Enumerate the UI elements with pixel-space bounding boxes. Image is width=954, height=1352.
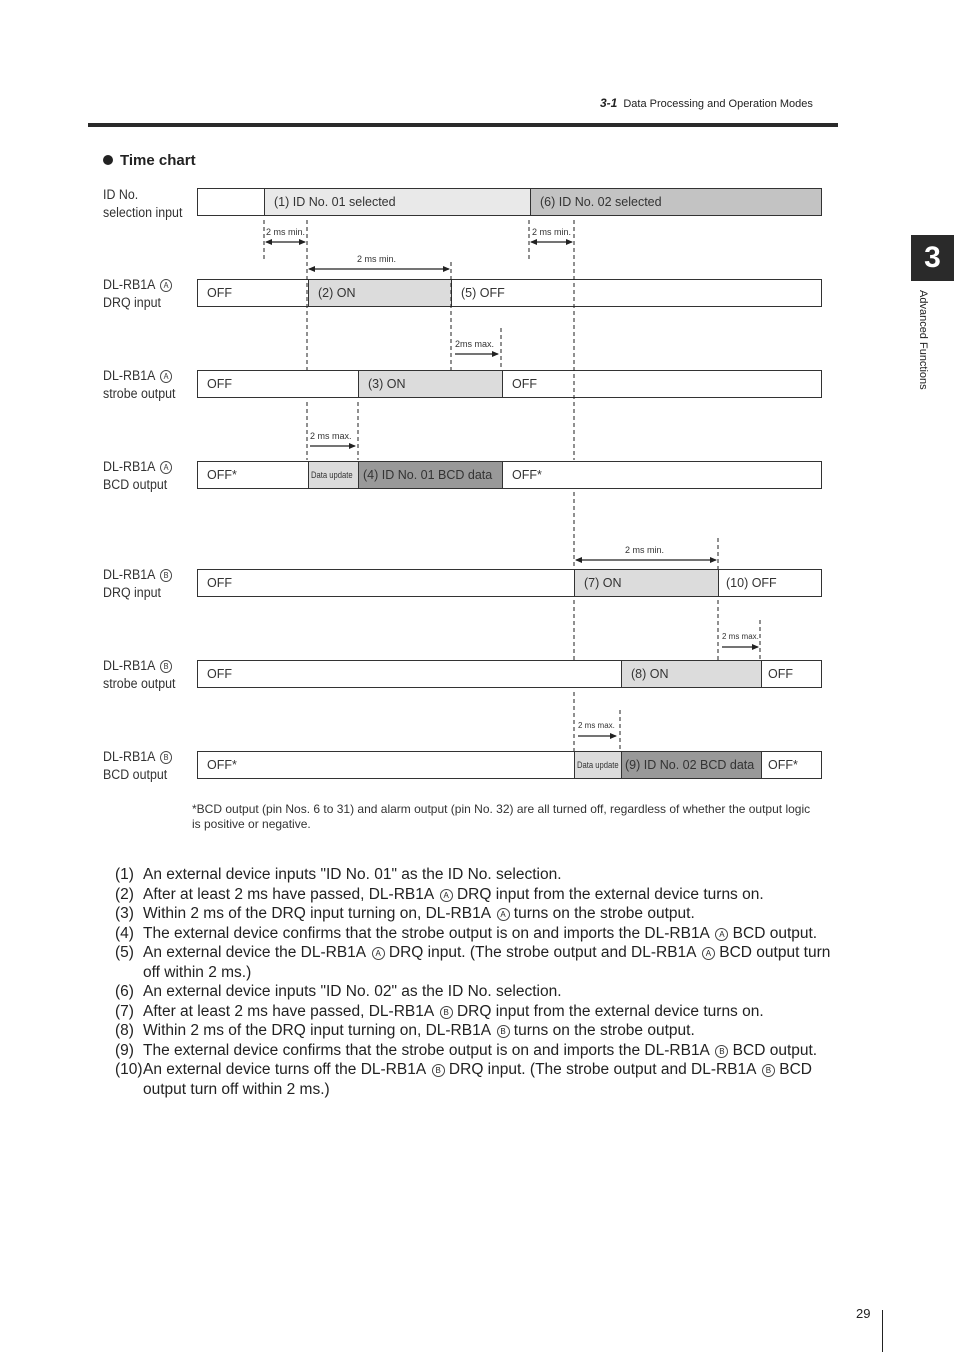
circle-letter-icon: A bbox=[372, 947, 385, 960]
bar-segment: OFF bbox=[207, 286, 232, 300]
step-number: (1) bbox=[115, 866, 134, 883]
bar-segment: (5) OFF bbox=[451, 280, 821, 306]
step-item bbox=[115, 904, 840, 924]
bar-segment: OFF bbox=[207, 576, 232, 590]
section-heading: Time chart bbox=[103, 152, 196, 169]
step-number: (3) bbox=[115, 905, 134, 922]
circle-letter-icon: B bbox=[160, 569, 172, 582]
interval-label: 2 ms min. bbox=[357, 254, 397, 264]
step-text: The external device confirms that the strobe output is on and imports the DL-RB1A B BCD output. bbox=[143, 1041, 818, 1059]
step-number: (9) bbox=[115, 1041, 134, 1059]
circle-letter-icon: A bbox=[160, 370, 172, 383]
circle-letter-icon: A bbox=[440, 889, 453, 902]
step-item bbox=[115, 865, 840, 885]
bar-segment: (7) ON bbox=[574, 570, 718, 596]
interval-label: 2ms max. bbox=[455, 339, 495, 349]
interval-label: 2 ms min. bbox=[625, 545, 665, 555]
step-item bbox=[115, 1060, 840, 1099]
step-text: After at least 2 ms have passed, DL-RB1A A DRQ input from the external device turns on. bbox=[143, 885, 764, 903]
circle-letter-icon: A bbox=[702, 947, 715, 960]
step-number: (4) bbox=[115, 924, 134, 942]
bar-segment: (10) OFF bbox=[718, 570, 821, 596]
chapter-tab: 3 bbox=[911, 235, 954, 281]
bar-segment: (8) ON bbox=[621, 661, 761, 687]
bar-segment: (3) ON bbox=[358, 371, 502, 397]
step-item bbox=[115, 924, 840, 944]
step-number: (10) bbox=[115, 1061, 143, 1078]
signal-label: DL-RB1A A BCD output bbox=[103, 458, 172, 494]
bar-segment: OFF bbox=[502, 371, 821, 397]
interval-label: 2 ms min. bbox=[266, 227, 306, 237]
section-number: 3-1 bbox=[600, 96, 618, 110]
step-number: (2) bbox=[115, 885, 134, 903]
bar-segment: (2) ON bbox=[308, 280, 451, 306]
interval-label: 2 ms max. bbox=[722, 632, 759, 641]
circle-letter-icon: B bbox=[497, 1025, 510, 1038]
signal-label: DL-RB1A A DRQ input bbox=[103, 276, 172, 312]
circle-letter-icon: A bbox=[160, 461, 172, 474]
step-text: Within 2 ms of the DRQ input turning on, DL-RB1A B turns on the strobe output. bbox=[143, 1022, 695, 1039]
step-item bbox=[115, 1021, 840, 1041]
signal-label: ID No. selection input bbox=[103, 187, 183, 220]
step-item bbox=[115, 1041, 840, 1061]
step-text: An external device turns off the DL-RB1A B DRQ input. (The strobe output and DL-RB1A B BCD output turn off within 2 ms.) bbox=[143, 1061, 812, 1098]
interval-label: 2 ms min. bbox=[532, 227, 572, 237]
circle-letter-icon: B bbox=[432, 1064, 445, 1077]
step-list bbox=[115, 865, 840, 1099]
bar-segment: (1) ID No. 01 selected bbox=[264, 189, 530, 215]
circle-letter-icon: B bbox=[440, 1006, 453, 1019]
circle-letter-icon: A bbox=[715, 928, 728, 941]
step-number: (7) bbox=[115, 1002, 134, 1020]
step-item bbox=[115, 982, 840, 1002]
signal-label: DL-RB1A B DRQ input bbox=[103, 566, 172, 602]
bar-segment: OFF* bbox=[502, 462, 821, 488]
step-text: After at least 2 ms have passed, DL-RB1A B DRQ input from the external device turns on. bbox=[143, 1002, 764, 1020]
bar-segment: OFF bbox=[207, 377, 232, 391]
step-item bbox=[115, 1002, 840, 1022]
step-item bbox=[115, 885, 840, 905]
interval-label: 2 ms max. bbox=[310, 431, 352, 441]
circle-letter-icon: A bbox=[160, 279, 172, 292]
interval-label: 2 ms max. bbox=[578, 721, 615, 730]
step-text: Within 2 ms of the DRQ input turning on, DL-RB1A A turns on the strobe output. bbox=[143, 905, 695, 922]
circle-letter-icon: B bbox=[160, 660, 172, 673]
bar-segment: OFF* bbox=[207, 758, 237, 772]
bar-segment-data-update: Data update bbox=[574, 752, 621, 778]
bar-segment-data-update: Data update bbox=[308, 462, 358, 488]
step-text: An external device the DL-RB1A A DRQ input. (The strobe output and DL-RB1A A BCD output turn off within 2 ms.) bbox=[143, 944, 831, 981]
bar-segment: (9) ID No. 02 BCD data bbox=[621, 752, 761, 778]
bar-segment: (6) ID No. 02 selected bbox=[530, 189, 821, 215]
step-text: An external device inputs "ID No. 02" as the ID No. selection. bbox=[143, 983, 562, 1000]
signal-label: DL-RB1A B strobe output bbox=[103, 658, 176, 691]
bar-segment: OFF* bbox=[761, 752, 821, 778]
page-number-rule bbox=[882, 1310, 883, 1352]
step-text: The external device confirms that the strobe output is on and imports the DL-RB1A A BCD output. bbox=[143, 924, 818, 942]
circle-letter-icon: B bbox=[762, 1064, 775, 1077]
chapter-side-label: Advanced Functions bbox=[917, 290, 929, 390]
step-number: (6) bbox=[115, 983, 134, 1000]
bar-segment: OFF* bbox=[207, 468, 237, 482]
signal-label: DL-RB1A A strobe output bbox=[103, 368, 176, 401]
circle-letter-icon: B bbox=[715, 1045, 728, 1058]
bar-segment: (4) ID No. 01 BCD data bbox=[358, 462, 502, 488]
step-number: (5) bbox=[115, 944, 134, 961]
step-number: (8) bbox=[115, 1022, 134, 1039]
footnote: *BCD output (pin Nos. 6 to 31) and alarm output (pin No. 32) are all turned off, regardless of whether the output logic is positive or negative. bbox=[192, 802, 811, 831]
section-title: Data Processing and Operation Modes bbox=[623, 98, 813, 110]
step-text: An external device inputs "ID No. 01" as the ID No. selection. bbox=[143, 866, 562, 883]
step-item bbox=[115, 943, 840, 982]
bar-segment: OFF bbox=[761, 661, 821, 687]
page-number: 29 bbox=[856, 1306, 871, 1321]
bar-segment: OFF bbox=[207, 667, 232, 681]
circle-letter-icon: B bbox=[160, 751, 172, 764]
signal-label: DL-RB1A B BCD output bbox=[103, 748, 172, 784]
circle-letter-icon: A bbox=[497, 908, 510, 921]
